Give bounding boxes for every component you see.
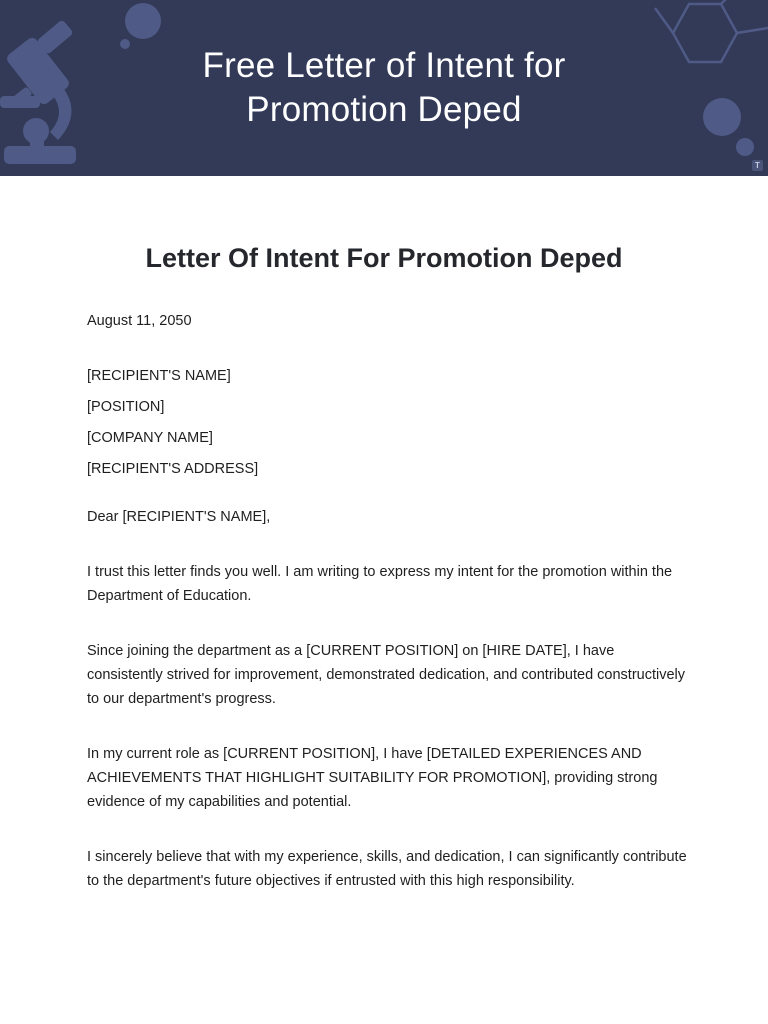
salutation: Dear [RECIPIENT'S NAME], xyxy=(87,509,271,525)
brand-logo-icon: T xyxy=(752,160,763,171)
recipient-position: [POSITION] xyxy=(87,399,165,415)
body-paragraph-4: I sincerely believe that with my experience, skills, and dedication, I can significantly contribute to the department's future objectives if entrusted with this high responsibility. xyxy=(87,849,687,889)
recipient-company: [COMPANY NAME] xyxy=(87,430,213,446)
bubble-decoration xyxy=(125,3,161,39)
letter-date: August 11, 2050 xyxy=(87,313,192,329)
document-title: Letter Of Intent For Promotion Deped xyxy=(145,243,623,273)
banner-title-line-2: Promotion Deped xyxy=(246,90,522,129)
body-paragraph-2: Since joining the department as a [CURRENT POSITION] on [HIRE DATE], I have consistently strived for improvement, demonstrated dedication, and contributed constructively to our department's progress. xyxy=(87,643,686,707)
recipient-name: [RECIPIENT'S NAME] xyxy=(87,368,231,384)
banner-title-line-1: Free Letter of Intent for xyxy=(202,46,566,85)
banner-title xyxy=(0,44,768,132)
bubble-decoration xyxy=(736,138,754,156)
body-paragraph-1: I trust this letter finds you well. I am writing to express my intent for the promotion within the Department of Education. xyxy=(87,564,673,604)
header-banner xyxy=(0,0,768,176)
recipient-block xyxy=(87,364,687,481)
recipient-address: [RECIPIENT'S ADDRESS] xyxy=(87,461,259,477)
body-paragraph-3: In my current role as [CURRENT POSITION], I have [DETAILED EXPERIENCES AND ACHIEVEMENTS THAT HIGHLIGHT SUITABILITY FOR PROMOTION], providing strong evidence of my capabilities and potential. xyxy=(87,746,658,810)
letter-document xyxy=(87,176,687,893)
